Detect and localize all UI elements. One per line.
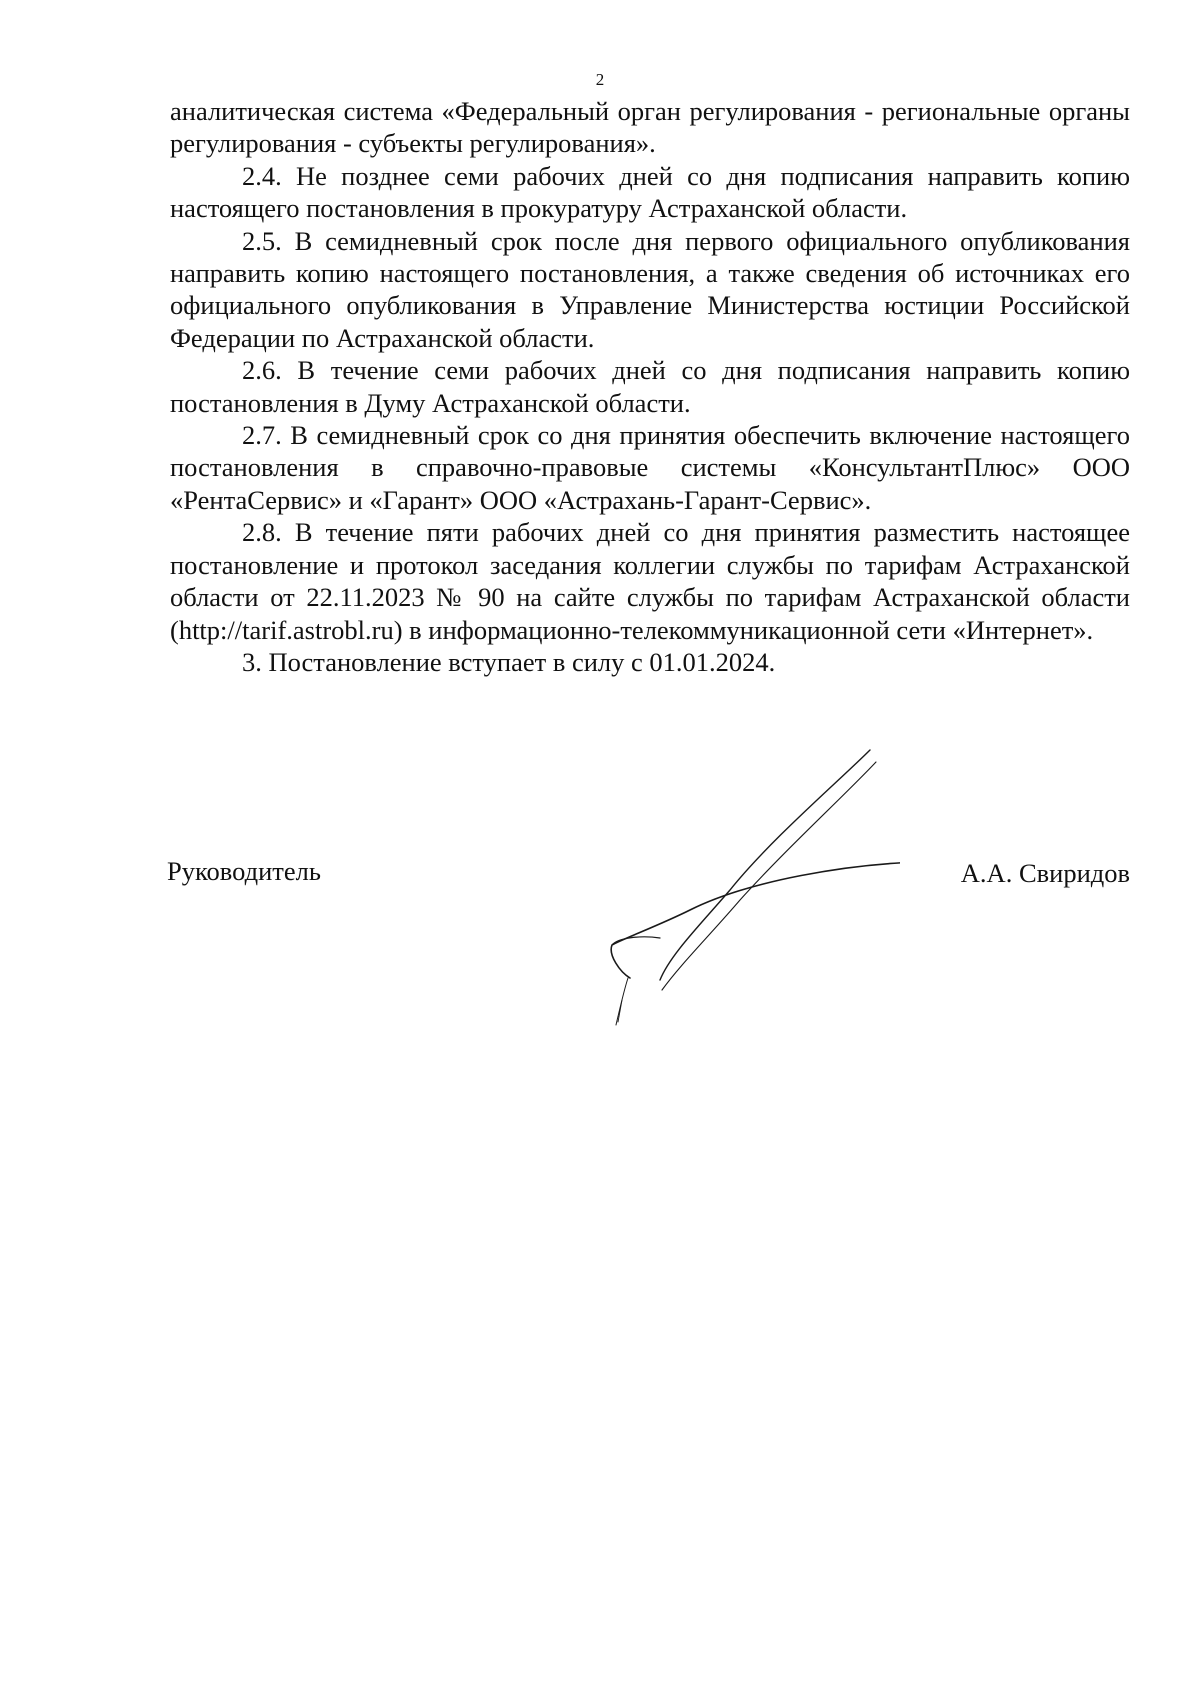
page-number: 2 <box>595 70 605 89</box>
paragraph-2-8: 2.8. В течение пяти рабочих дней со дня принятия разместить настоящее постановление и протокол заседания коллегии службы по тарифам Астраханской области от 22.11.2023 № 90 на сайте службы по тарифам Астраханской области (http://tarif.astrobl.ru) в информационно-телекоммуникационной сети «Интернет». <box>170 517 1130 645</box>
paragraph-2-6: 2.6. В течение семи рабочих дней со дня подписания направить копию постановления в Думу Астраханской области. <box>170 355 1130 418</box>
handwritten-signature <box>600 740 900 1030</box>
paragraph-3: 3. Постановление вступает в силу с 01.01.2024. <box>242 646 776 677</box>
signatory-position: Руководитель <box>167 856 321 886</box>
signatory-name: А.А. Свиридов <box>960 858 1130 888</box>
paragraph-2-5: 2.5. В семидневный срок после дня первого официального опубликования направить копию настоящего постановления, а также сведения об источниках его официального опубликования в Управление Министерства юстиции Российской Федерации по Астраханской области. <box>170 225 1130 353</box>
paragraph-2-4: 2.4. Не позднее семи рабочих дней со дня подписания направить копию настоящего постановления в прокуратуру Астраханской области. <box>170 160 1130 224</box>
paragraph-continuation: аналитическая система «Федеральный орган регулирования - региональные органы регулирования - субъекты регулирования». <box>170 96 1130 159</box>
document-body <box>170 95 1130 678</box>
paragraph-2-7: 2.7. В семидневный срок со дня принятия обеспечить включение настоящего постановления в справочно-правовые системы «КонсультантПлюс» ООО «РентаСервис» и «Гарант» ООО «Астрахань-Гарант-Сервис». <box>170 420 1130 515</box>
